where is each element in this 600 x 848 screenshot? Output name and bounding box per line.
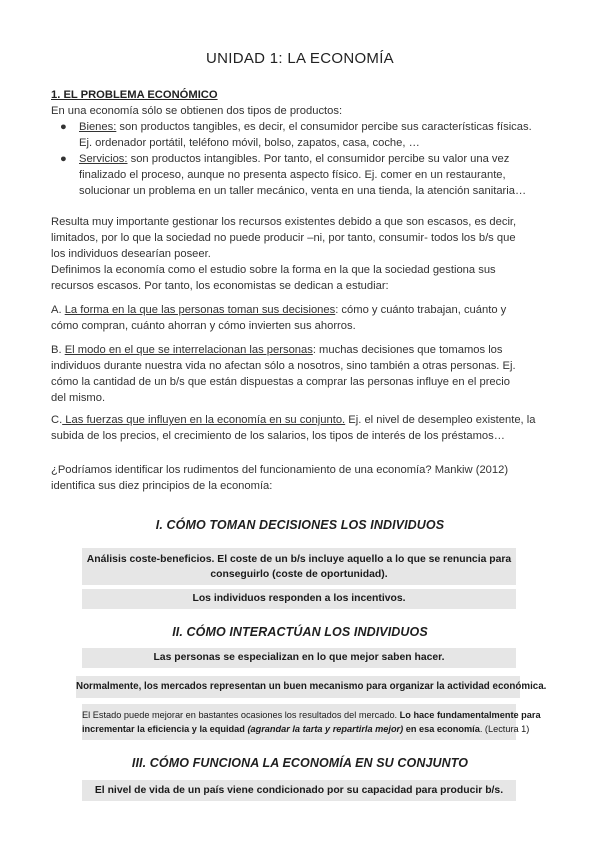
principle-box: [82, 589, 516, 609]
bullet-text: son productos tangibles, es decir, el consumidor percibe sus características físicas.: [116, 121, 532, 133]
bullet-text: Ej. ordenador portátil, teléfono móvil, bolso, zapatos, casa, coche, …: [79, 137, 420, 149]
paragraph-line: recursos escasos. Por tanto, los economistas se dedican a estudiar:: [51, 280, 389, 292]
study-item-b: [51, 342, 553, 406]
item-text: del mismo.: [51, 392, 106, 404]
bullet-term: Bienes:: [79, 121, 117, 133]
principle-text: incrementar la eficiencia y la equidad: [82, 724, 248, 734]
item-text: : cómo y cuánto trabajan, cuánto y: [335, 304, 507, 316]
product-types-list: [51, 119, 553, 199]
section-1: [51, 87, 553, 199]
study-item-c: [51, 412, 553, 444]
item-text: cómo la cantidad de un b/s que están dispuestas a comprar las personas influye en el precio: [51, 376, 510, 388]
item-prefix: A.: [51, 304, 65, 316]
bullet-text: solucionar un problema en un taller mecánico, venta en una tienda, la atención sanitaria…: [79, 185, 527, 197]
study-item-a: [51, 302, 553, 334]
principle-text: en esa economía: [403, 724, 480, 734]
principle-box: [76, 676, 547, 698]
principles-group-1-title: I. CÓMO TOMAN DECISIONES LOS INDIVIDUOS: [155, 518, 445, 532]
paragraph-line: los individuos desearían poseer.: [51, 248, 211, 260]
principle-text: Las personas se especializan en lo que mejor saben hacer.: [153, 652, 445, 663]
principle-text: Normalmente, los mercados representan un buen mecanismo para organizar la actividad económica.: [76, 681, 547, 692]
item-prefix: B.: [51, 344, 65, 356]
principle-text: El nivel de vida de un país viene condicionado por su capacidad para producir b/s.: [94, 785, 504, 796]
principles-question: [51, 462, 553, 494]
paragraph-line: Resulta muy importante gestionar los recursos existentes debido a que son escasos, es decir,: [51, 216, 517, 228]
principle-text: Análisis coste-beneficios. El coste de un b/s incluye aquello a lo que se renuncia para: [86, 554, 512, 565]
principle-box: [82, 648, 516, 668]
item-underlined: El modo en el que se interrelacionan las personas: [64, 344, 313, 356]
item-text: cómo compran, cuánto ahorran y cómo invierten sus ahorros.: [51, 320, 356, 332]
bullet-icon: ●: [60, 153, 67, 165]
principle-text: . (Lectura 1): [479, 724, 530, 734]
document-title: UNIDAD 1: LA ECONOMÍA: [205, 50, 394, 67]
principle-text: Los individuos responden a los incentivos.: [192, 593, 406, 604]
principles-group-2-title: II. CÓMO INTERACTÚAN LOS INDIVIDUOS: [172, 625, 428, 639]
principle-box: [82, 780, 516, 801]
bullet-term: Servicios:: [79, 153, 128, 165]
principles-group-3-title: III. CÓMO FUNCIONA LA ECONOMÍA EN SU CONJUNTO: [131, 756, 469, 770]
item-text: subida de los precios, el crecimiento de los salarios, los tipos de interés de los préstamos…: [51, 430, 505, 442]
item-underlined: La forma en la que las personas toman sus decisiones: [64, 304, 336, 316]
bullet-icon: ●: [60, 121, 67, 133]
item-prefix: C.: [51, 414, 63, 426]
item-underlined: Las fuerzas que influyen en la economía en su conjunto.: [62, 414, 346, 426]
scarcity-paragraph: [51, 214, 553, 294]
paragraph-line: limitados, por lo que la sociedad no puede producir –ni, por tanto, consumir- todos los b/s que: [51, 232, 516, 244]
principle-text: El Estado puede mejorar en bastantes ocasiones los resultados del mercado.: [82, 710, 400, 720]
section-heading: 1. EL PROBLEMA ECONÓMICO: [51, 89, 218, 101]
bullet-text: finalizado el proceso, aunque no presenta aspecto físico. Ej. comer en un restaurante,: [79, 169, 506, 181]
principle-text: (agrandar la tarta y repartirla mejor): [247, 724, 404, 734]
item-text: Ej. el nivel de desempleo existente, la: [345, 414, 536, 426]
bullet-text: son productos intangibles. Por tanto, el consumidor percibe su valor una vez: [127, 153, 510, 165]
principle-text: conseguirlo (coste de oportunidad).: [210, 569, 388, 580]
item-text: : muchas decisiones que tomamos los: [312, 344, 503, 356]
list-item: [51, 151, 553, 199]
principle-box: [82, 548, 516, 585]
section-intro: En una economía sólo se obtienen dos tipos de productos:: [51, 105, 343, 117]
principle-box: [82, 704, 541, 740]
paragraph-line: ¿Podríamos identificar los rudimentos del funcionamiento de una economía? Mankiw (2012): [51, 464, 509, 476]
principle-text: Lo hace fundamentalmente para: [399, 710, 541, 720]
item-text: individuos durante nuestra vida no afectan sólo a nosotros, sino también a otras personas. Ej.: [51, 360, 516, 372]
list-item: [51, 119, 553, 151]
paragraph-line: identifica sus diez principios de la economía:: [51, 480, 273, 492]
paragraph-line: Definimos la economía como el estudio sobre la forma en la que la sociedad gestiona sus: [51, 264, 496, 276]
